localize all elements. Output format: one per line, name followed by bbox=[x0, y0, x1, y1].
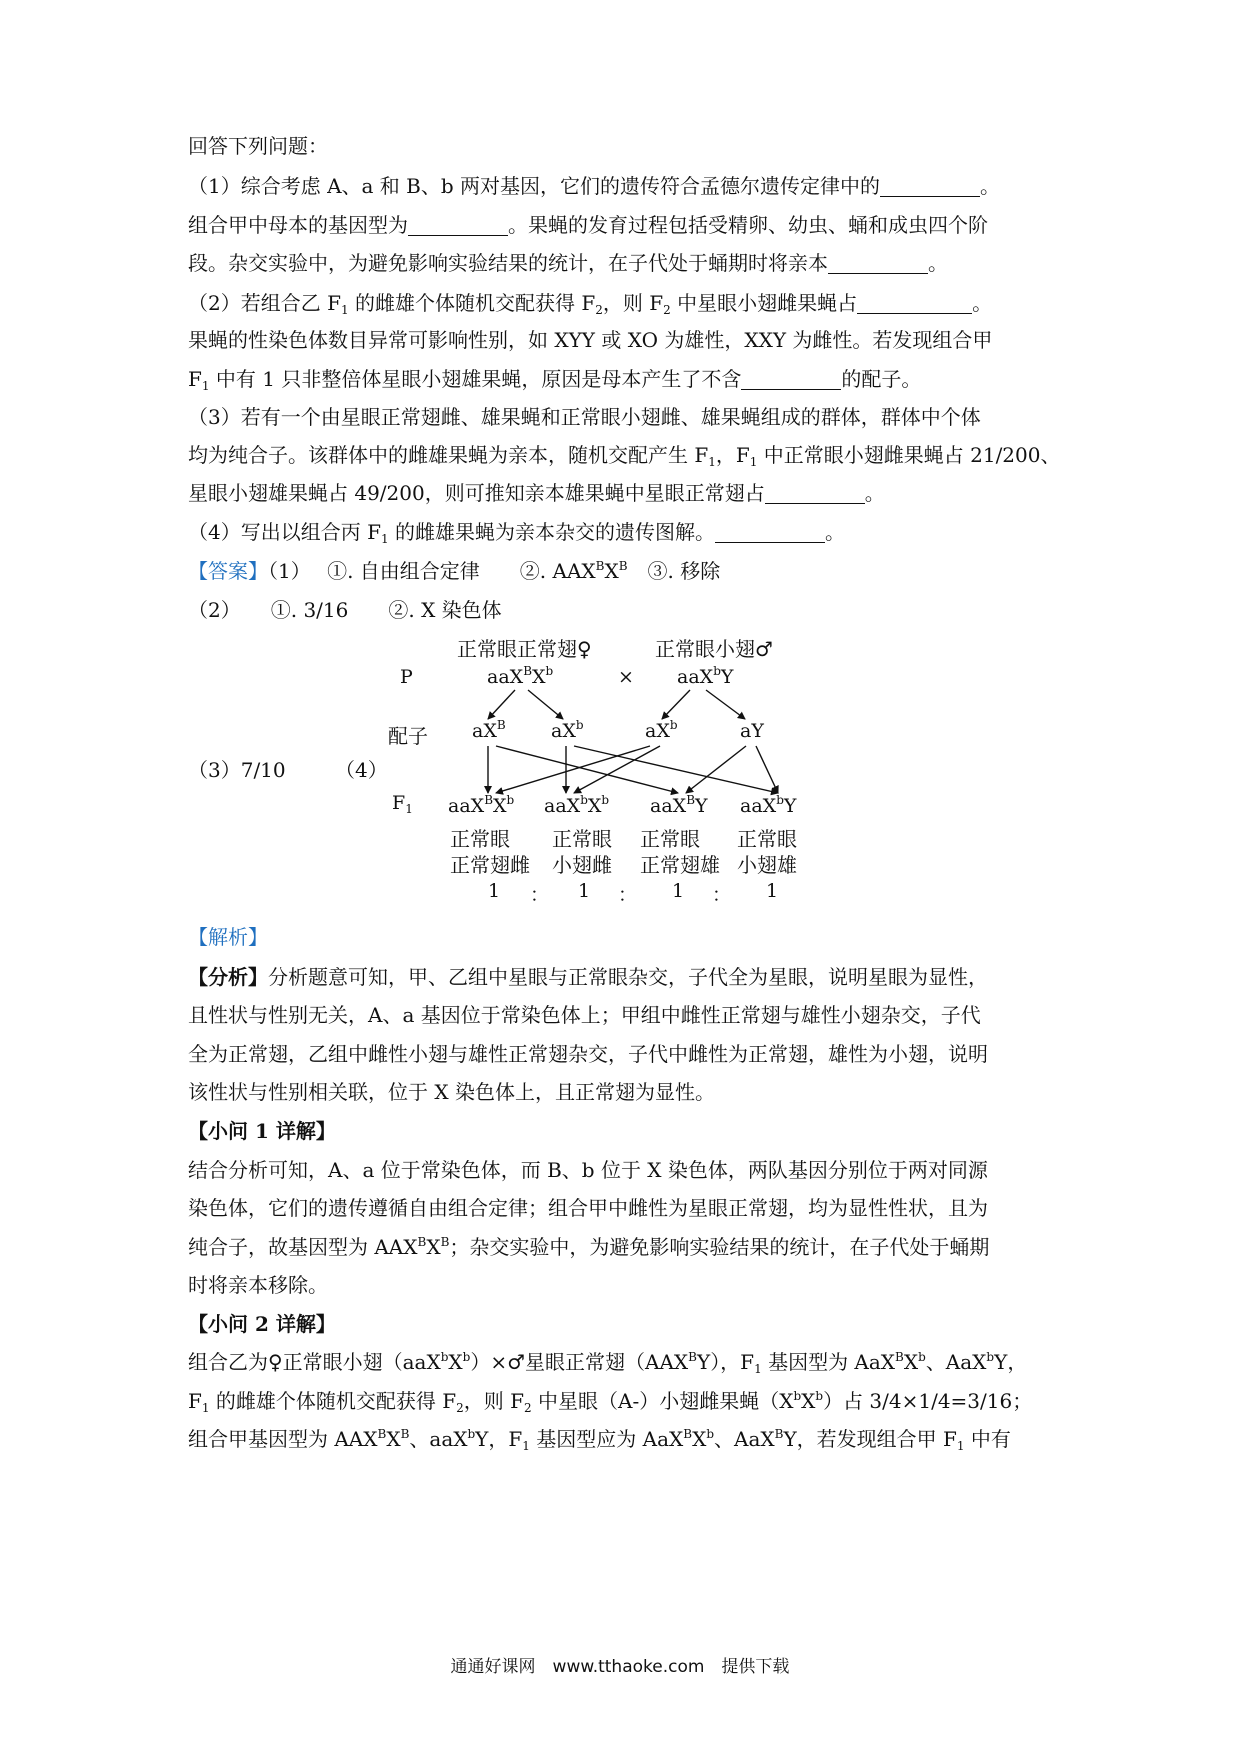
q1-line1: （1）综合考虑 A、a 和 B、b 两对基因，它们的遗传符合孟德尔遗传定律中的 。 bbox=[188, 174, 1001, 198]
detail1-line3: 纯合子，故基因型为 $AAX^BX^B$；杂交实验中，为避免影响实验结果的统计，在子代处于蛹期 bbox=[188, 1235, 990, 1259]
offspring-phenotype: 小翅雌 bbox=[552, 853, 612, 877]
analysis-line1: 【分析】分析题意可知，甲、乙组中星眼与正常眼杂交，子代全为星眼，说明星眼为显性， bbox=[188, 965, 988, 989]
offspring-genotype: aaX$^b$Y bbox=[740, 793, 797, 817]
q4-line1: （4）写出以组合丙 $F_1$ 的雌雄果蝇为亲本杂交的遗传图解。 。 bbox=[188, 520, 845, 546]
offspring-phenotype: 正常眼 bbox=[552, 827, 612, 851]
offspring-phenotype: 正常翅雄 bbox=[640, 853, 720, 877]
female-parent-genotype: $aaX^BX^b$ bbox=[487, 664, 554, 688]
ratio-value: 1 bbox=[578, 880, 591, 902]
offspring-genotype: $aaX^bX^b$ bbox=[544, 793, 610, 817]
arrow bbox=[662, 690, 690, 719]
parent-female-label: 正常眼正常翅♀ bbox=[457, 637, 592, 661]
gamete-label: 配子 bbox=[388, 724, 428, 748]
detail2-title: 【小问 2 详解】 bbox=[188, 1312, 336, 1336]
answer-line1: 【答案】（1） ①. 自由组合定律 ②. $AAX^BX^B$ ③. 移除 bbox=[188, 559, 721, 583]
arrow bbox=[706, 690, 745, 719]
answer-tag: 【答案】 bbox=[188, 559, 268, 583]
analysis-tag: 【解析】 bbox=[188, 925, 268, 949]
male-parent-genotype: aaX$^b$Y bbox=[677, 664, 734, 688]
detail1-line2: 染色体，它们的遗传遵循自由组合定律；组合甲中雌性为星眼正常翅，均为显性性状，且为 bbox=[188, 1196, 988, 1220]
q1-line2: 组合甲中母本的基因型为 。果蝇的发育过程包括受精卵、幼虫、蛹和成虫四个阶 bbox=[188, 213, 988, 237]
arrow bbox=[496, 746, 650, 793]
gamete: $aX^b$ bbox=[551, 718, 584, 742]
offspring-phenotype: 小翅雄 bbox=[737, 853, 797, 877]
analysis-line2: 且性状与性别无关，A、a 基因位于常染色体上；甲组中雌性正常翅与雄性小翅杂交，子代 bbox=[188, 1003, 981, 1027]
arrow bbox=[756, 746, 778, 793]
q2-line1: （2）若组合乙 $F_1$ 的雌雄个体随机交配获得 $F_2$，则 $F_2$ 中星眼小翅雌果蝇占 。 bbox=[188, 291, 993, 317]
detail1-line1: 结合分析可知，A、a 位于常染色体，而 B、b 位于 X 染色体，两队基因分别位于两对同源 bbox=[188, 1158, 988, 1182]
f1-label: $F_1$ bbox=[392, 792, 413, 816]
gamete: aY bbox=[740, 720, 764, 742]
ratio-separator: ： bbox=[712, 884, 732, 906]
q2-line2: 果蝇的性染色体数目异常可影响性别，如 XYY 或 XO 为雄性，XXY 为雌性。若发现组合甲 bbox=[188, 328, 993, 352]
offspring-genotype: $aaX^BX^b$ bbox=[448, 793, 515, 817]
detail2-line2: $F_1$ 的雌雄个体随机交配获得 $F_2$，则 $F_2$ 中星眼（A-）小翅雌果蝇$(X^bX^b)$占 3/4×1/4=3/16； bbox=[188, 1389, 1033, 1415]
arrow bbox=[488, 690, 515, 719]
offspring-phenotype: 正常翅雌 bbox=[450, 853, 530, 877]
arrow bbox=[528, 690, 563, 719]
gamete: $aX^b$ bbox=[645, 718, 678, 742]
ratio-value: 1 bbox=[672, 880, 685, 902]
p-generation-label: P bbox=[400, 666, 413, 688]
arrow bbox=[686, 746, 746, 793]
ratio-separator: ： bbox=[530, 884, 550, 906]
detail2-line1: 组合乙为♀正常眼小翅$(aaX^bX^b)\times♂$星眼正常翅$(AAX^BY)$，$F_1$ 基因型为 $AaX^BX^b$、AaX$^b$Y， bbox=[188, 1350, 1028, 1376]
intro-text: 回答下列问题： bbox=[188, 134, 328, 158]
cross-symbol: × bbox=[618, 666, 634, 688]
gamete: $aX^B$ bbox=[472, 718, 506, 742]
answer-line2: （2） ①. 3/16 ②. X 染色体 bbox=[188, 598, 502, 622]
offspring-phenotype: 正常眼 bbox=[737, 827, 797, 851]
analysis-line3: 全为正常翅，乙组中雌性小翅与雄性正常翅杂交，子代中雌性为正常翅，雄性为小翅，说明 bbox=[188, 1042, 988, 1066]
analysis-line4: 该性状与性别相关联，位于 X 染色体上，且正常翅为显性。 bbox=[188, 1080, 715, 1104]
arrow bbox=[574, 746, 778, 793]
q2-line3: $F_1$ 中有 1 只非整倍体星眼小翅雄果蝇，原因是母本产生了不含 的配子。 bbox=[188, 367, 922, 393]
q1-line3: 段。杂交实验中，为避免影响实验结果的统计，在子代处于蛹期时将亲本 。 bbox=[188, 251, 948, 275]
ratio-value: 1 bbox=[488, 880, 501, 902]
q3-line2: 均为纯合子。该群体中的雌雄果蝇为亲本，随机交配产生 $F_1$，$F_1$ 中正常眼小翅雌果蝇占 21/200、 bbox=[188, 443, 1061, 469]
offspring-genotype: aaX$^B$Y bbox=[650, 793, 708, 817]
answer-line3: （3）7/10 bbox=[188, 758, 286, 782]
ratio-separator: ： bbox=[618, 884, 638, 906]
parent-male-label: 正常眼小翅♂ bbox=[655, 637, 773, 661]
ratio-value: 1 bbox=[766, 880, 779, 902]
detail1-line4: 时将亲本移除。 bbox=[188, 1273, 328, 1297]
page-footer: 通通好课网 www.tthaoke.com 提供下载 bbox=[450, 1657, 790, 1677]
offspring-phenotype: 正常眼 bbox=[450, 827, 510, 851]
detail1-title: 【小问 1 详解】 bbox=[188, 1119, 336, 1143]
q3-line3: 星眼小翅雄果蝇占 49/200，则可推知亲本雄果蝇中星眼正常翅占 。 bbox=[188, 481, 885, 505]
answer-line4: （4） bbox=[335, 758, 388, 782]
detail2-line3: 组合甲基因型为 $AAX^BX^B$、aaX$^b$Y，$F_1$ 基因型应为 $AaX^BX^b$、AaX$^B$Y，若发现组合甲 $F_1$ 中有 bbox=[188, 1427, 1011, 1453]
q3-line1: （3）若有一个由星眼正常翅雌、雄果蝇和正常眼小翅雌、雄果蝇组成的群体，群体中个体 bbox=[188, 405, 981, 429]
offspring-phenotype: 正常眼 bbox=[640, 827, 700, 851]
